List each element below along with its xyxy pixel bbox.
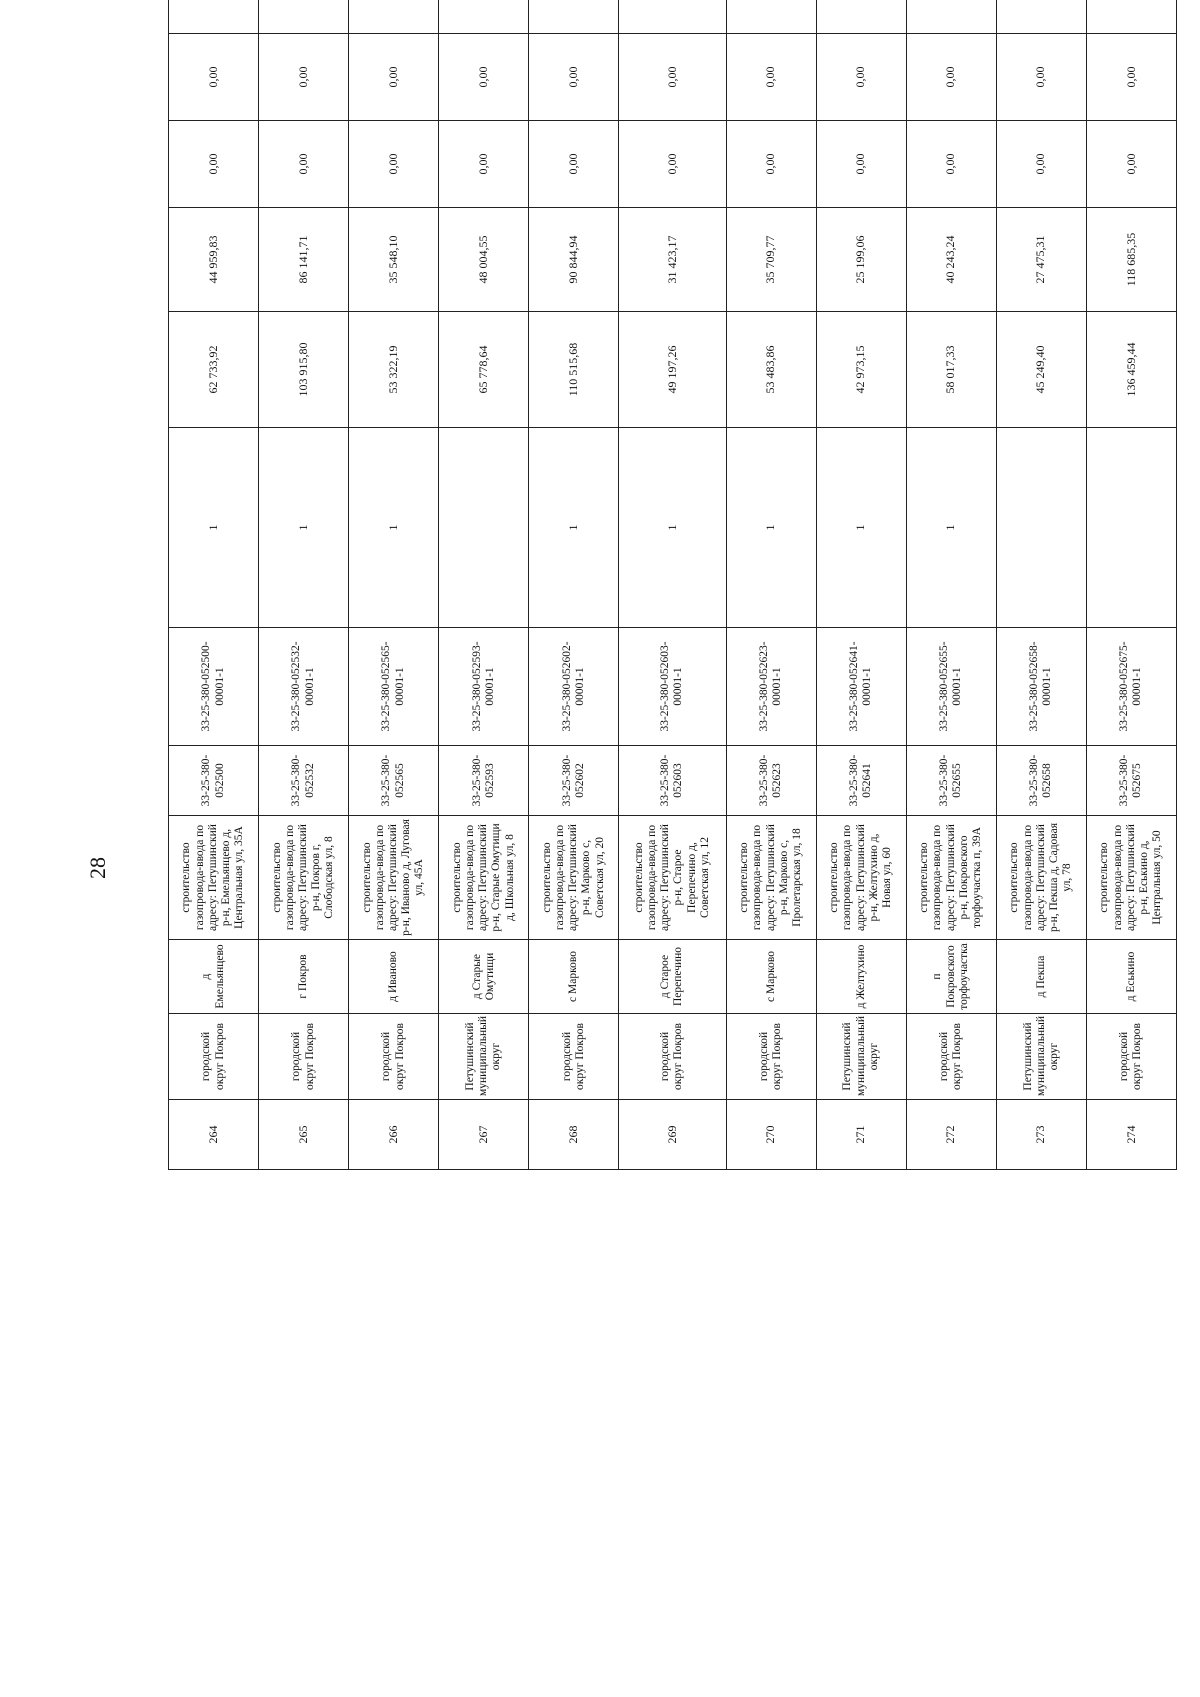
amount-zero-2-cell: 0,00 <box>726 34 816 121</box>
okrug-cell: городской округ Покров <box>726 1014 816 1100</box>
object-code-cell: 33-25-380-052532 <box>259 746 349 816</box>
total-cost-cell: 53 322,19 <box>349 312 439 428</box>
object-id-cell: 33-25-380-052565-00001-1 <box>349 628 439 746</box>
amount-repeat-cell <box>726 0 816 34</box>
object-code-cell: 33-25-380-052500 <box>169 746 259 816</box>
amount-zero-1-cell: 0,00 <box>1086 121 1176 208</box>
amount-repeat-cell <box>1086 0 1176 34</box>
object-code-cell: 33-25-380-052593 <box>439 746 529 816</box>
amount-zero-2-cell: 0,00 <box>439 34 529 121</box>
amount-cell: 25 199,06 <box>816 208 906 312</box>
object-id-cell: 33-25-380-052623-00001-1 <box>726 628 816 746</box>
amount-repeat-cell <box>906 0 996 34</box>
amount-cell: 31 423,17 <box>619 208 726 312</box>
amount-zero-1-cell: 0,00 <box>169 121 259 208</box>
table-row <box>349 0 439 1170</box>
count-cell: 1 <box>169 428 259 628</box>
total-cost-cell: 45 249,40 <box>996 312 1086 428</box>
settlement-cell: с Марково <box>529 940 619 1014</box>
okrug-cell: Петушинский муниципальный округ <box>816 1014 906 1100</box>
row-number-cell: 264 <box>169 1100 259 1170</box>
amount-cell: 86 141,71 <box>259 208 349 312</box>
settlement-cell: д Пекша <box>996 940 1086 1014</box>
object-description-cell: строительство газопровода-ввода по адресу: Петушинский р-н, Старое Перепечино д, Советская ул, 12 <box>619 816 726 940</box>
object-code-cell: 33-25-380-052602 <box>529 746 619 816</box>
row-number-cell: 271 <box>816 1100 906 1170</box>
object-description-cell: строительство газопровода-ввода по адресу: Петушинский р-н, Желтухино д, Новая ул, 60 <box>816 816 906 940</box>
count-cell: 1 <box>906 428 996 628</box>
amount-repeat-cell <box>816 0 906 34</box>
amount-repeat-cell <box>169 0 259 34</box>
row-number-cell: 269 <box>619 1100 726 1170</box>
data-table <box>168 0 1177 1170</box>
total-cost-cell: 136 459,44 <box>1086 312 1176 428</box>
count-cell: 1 <box>349 428 439 628</box>
amount-cell: 118 685,35 <box>1086 208 1176 312</box>
document-sheet <box>168 66 1177 1170</box>
count-cell: 1 <box>619 428 726 628</box>
count-cell: 1 <box>529 428 619 628</box>
table-row <box>726 0 816 1170</box>
table-row <box>259 0 349 1170</box>
okrug-cell: Петушинский муниципальный округ <box>996 1014 1086 1100</box>
object-description-cell: строительство газопровода-ввода по адресу: Петушинский р-н, Еськино д, Центральная ул, 50 <box>1086 816 1176 940</box>
count-cell <box>996 428 1086 628</box>
object-code-cell: 33-25-380-052675 <box>1086 746 1176 816</box>
table-row <box>906 0 996 1170</box>
table-row <box>996 0 1086 1170</box>
amount-repeat-cell <box>529 0 619 34</box>
okrug-cell: Петушинский муниципальный округ <box>439 1014 529 1100</box>
amount-zero-1-cell: 0,00 <box>996 121 1086 208</box>
amount-zero-1-cell: 0,00 <box>816 121 906 208</box>
amount-repeat-cell <box>439 0 529 34</box>
object-id-cell: 33-25-380-052532-00001-1 <box>259 628 349 746</box>
amount-zero-1-cell: 0,00 <box>349 121 439 208</box>
object-description-cell: строительство газопровода-ввода по адресу: Петушинский р-н, Старые Омутищи д, Школьная ул, 8 <box>439 816 529 940</box>
amount-zero-2-cell: 0,00 <box>259 34 349 121</box>
object-id-cell: 33-25-380-052641-00001-1 <box>816 628 906 746</box>
table-row <box>439 0 529 1170</box>
settlement-cell: д Желтухино <box>816 940 906 1014</box>
total-cost-cell: 49 197,26 <box>619 312 726 428</box>
row-number-cell: 272 <box>906 1100 996 1170</box>
object-description-cell: строительство газопровода-ввода по адресу: Петушинский р-н, Марково с, Пролетарская ул, 18 <box>726 816 816 940</box>
amount-repeat-cell <box>619 0 726 34</box>
amount-cell: 90 844,94 <box>529 208 619 312</box>
amount-zero-1-cell: 0,00 <box>619 121 726 208</box>
amount-repeat-cell <box>259 0 349 34</box>
amount-cell: 48 004,55 <box>439 208 529 312</box>
amount-cell: 35 548,10 <box>349 208 439 312</box>
settlement-cell: д Старые Омутищи <box>439 940 529 1014</box>
amount-zero-2-cell: 0,00 <box>619 34 726 121</box>
object-description-cell: строительство газопровода-ввода по адресу: Петушинский р-н, Емельянцево д, Центральная ул, 35А <box>169 816 259 940</box>
object-description-cell: строительство газопровода-ввода по адресу: Петушинский р-н, Иваново д, Луговая ул, 45А <box>349 816 439 940</box>
settlement-cell: д Еськино <box>1086 940 1176 1014</box>
object-id-cell: 33-25-380-052655-00001-1 <box>906 628 996 746</box>
amount-zero-1-cell: 0,00 <box>906 121 996 208</box>
object-description-cell: строительство газопровода-ввода по адресу: Петушинский р-н, Пекша д, Садовая ул, 78 <box>996 816 1086 940</box>
okrug-cell: городской округ Покров <box>169 1014 259 1100</box>
table-row <box>619 0 726 1170</box>
table-row <box>816 0 906 1170</box>
okrug-cell: городской округ Покров <box>259 1014 349 1100</box>
total-cost-cell: 65 778,64 <box>439 312 529 428</box>
settlement-cell: д Емельянцево <box>169 940 259 1014</box>
page-number: 28 <box>85 857 110 879</box>
object-id-cell: 33-25-380-052593-00001-1 <box>439 628 529 746</box>
total-cost-cell: 62 733,92 <box>169 312 259 428</box>
object-id-cell: 33-25-380-052658-00001-1 <box>996 628 1086 746</box>
amount-zero-2-cell: 0,00 <box>816 34 906 121</box>
table-row <box>169 0 259 1170</box>
row-number-cell: 268 <box>529 1100 619 1170</box>
amount-zero-2-cell: 0,00 <box>169 34 259 121</box>
total-cost-cell: 42 973,15 <box>816 312 906 428</box>
row-number-cell: 265 <box>259 1100 349 1170</box>
object-description-cell: строительство газопровода-ввода по адресу: Петушинский р-н, Покров г, Слободская ул, 8 <box>259 816 349 940</box>
total-cost-cell: 58 017,33 <box>906 312 996 428</box>
object-description-cell: строительство газопровода-ввода по адресу: Петушинский р-н, Покровского торфоучастка п, 39А <box>906 816 996 940</box>
amount-repeat-cell <box>996 0 1086 34</box>
amount-zero-2-cell: 0,00 <box>1086 34 1176 121</box>
object-description-cell: строительство газопровода-ввода по адресу: Петушинский р-н, Марково с, Советская ул, 20 <box>529 816 619 940</box>
row-number-cell: 267 <box>439 1100 529 1170</box>
count-cell: 1 <box>259 428 349 628</box>
object-code-cell: 33-25-380-052623 <box>726 746 816 816</box>
object-code-cell: 33-25-380-052641 <box>816 746 906 816</box>
total-cost-cell: 53 483,86 <box>726 312 816 428</box>
okrug-cell: городской округ Покров <box>906 1014 996 1100</box>
okrug-cell: городской округ Покров <box>1086 1014 1176 1100</box>
object-code-cell: 33-25-380-052565 <box>349 746 439 816</box>
object-id-cell: 33-25-380-052602-00001-1 <box>529 628 619 746</box>
amount-zero-1-cell: 0,00 <box>726 121 816 208</box>
row-number-cell: 270 <box>726 1100 816 1170</box>
amount-zero-1-cell: 0,00 <box>439 121 529 208</box>
count-cell: 1 <box>726 428 816 628</box>
rotated-table-container <box>168 66 1177 1170</box>
count-cell <box>1086 428 1176 628</box>
amount-zero-2-cell: 0,00 <box>996 34 1086 121</box>
object-code-cell: 33-25-380-052655 <box>906 746 996 816</box>
settlement-cell: г Покров <box>259 940 349 1014</box>
object-id-cell: 33-25-380-052675-00001-1 <box>1086 628 1176 746</box>
settlement-cell: д Старое Перепечино <box>619 940 726 1014</box>
row-number-cell: 266 <box>349 1100 439 1170</box>
count-cell: 1 <box>816 428 906 628</box>
amount-zero-2-cell: 0,00 <box>906 34 996 121</box>
amount-cell: 27 475,31 <box>996 208 1086 312</box>
amount-zero-1-cell: 0,00 <box>529 121 619 208</box>
total-cost-cell: 103 915,80 <box>259 312 349 428</box>
table-row <box>1086 0 1176 1170</box>
okrug-cell: городской округ Покров <box>349 1014 439 1100</box>
amount-cell: 40 243,24 <box>906 208 996 312</box>
settlement-cell: д Иваново <box>349 940 439 1014</box>
total-cost-cell: 110 515,68 <box>529 312 619 428</box>
okrug-cell: городской округ Покров <box>619 1014 726 1100</box>
object-code-cell: 33-25-380-052658 <box>996 746 1086 816</box>
object-id-cell: 33-25-380-052500-00001-1 <box>169 628 259 746</box>
okrug-cell: городской округ Покров <box>529 1014 619 1100</box>
amount-cell: 35 709,77 <box>726 208 816 312</box>
row-number-cell: 274 <box>1086 1100 1176 1170</box>
settlement-cell: п Покровского торфоучастка <box>906 940 996 1014</box>
amount-cell: 44 959,83 <box>169 208 259 312</box>
amount-repeat-cell <box>349 0 439 34</box>
amount-zero-1-cell: 0,00 <box>259 121 349 208</box>
amount-zero-2-cell: 0,00 <box>529 34 619 121</box>
object-id-cell: 33-25-380-052603-00001-1 <box>619 628 726 746</box>
count-cell <box>439 428 529 628</box>
settlement-cell: с Марково <box>726 940 816 1014</box>
table-row <box>529 0 619 1170</box>
object-code-cell: 33-25-380-052603 <box>619 746 726 816</box>
row-number-cell: 273 <box>996 1100 1086 1170</box>
amount-zero-2-cell: 0,00 <box>349 34 439 121</box>
